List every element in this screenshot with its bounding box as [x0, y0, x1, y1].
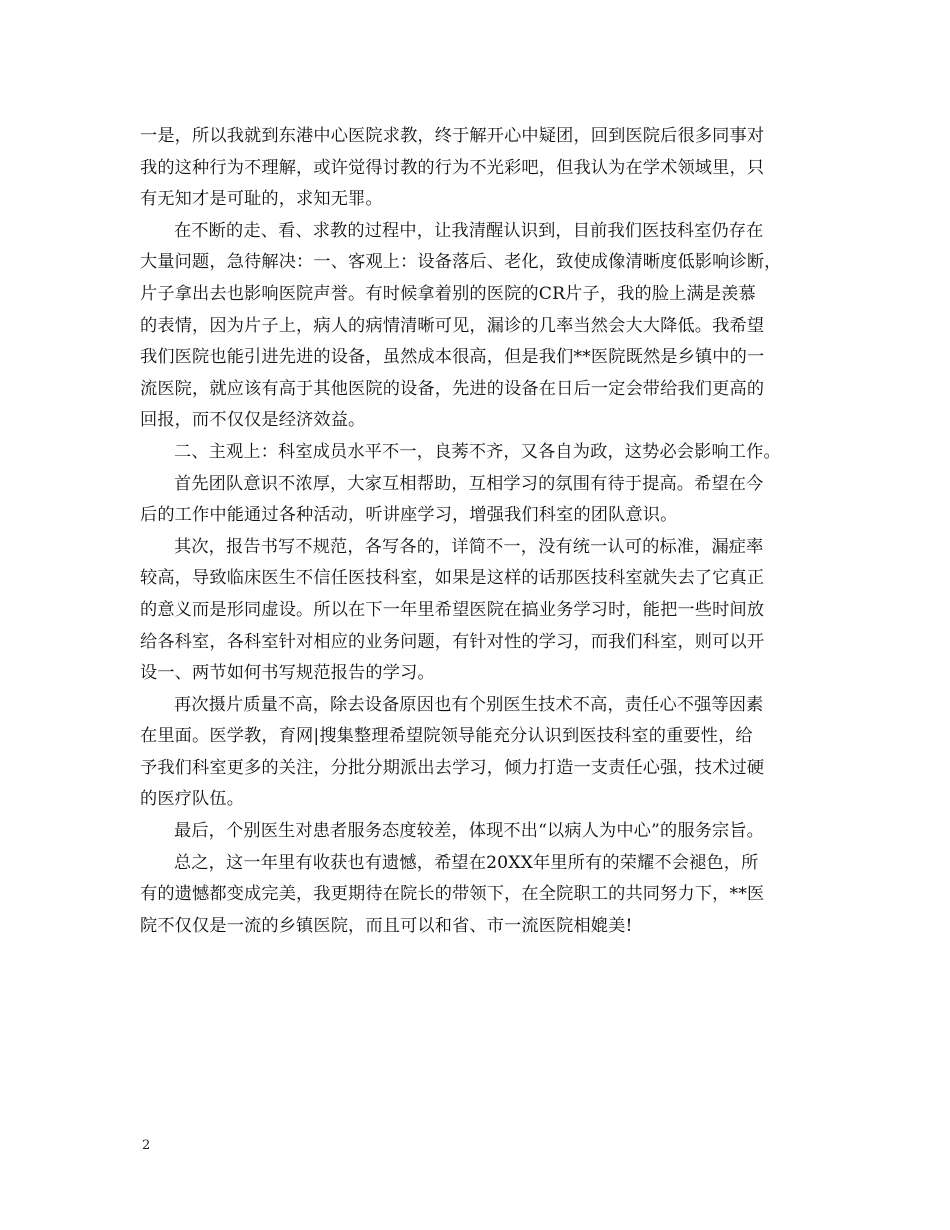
text-line: 予我们科室更多的关注，分批分期派出去学习，倾力打造一支责任心强，技术过硬	[140, 757, 765, 778]
document-body	[140, 121, 820, 942]
text-line: 给各科室，各科室针对相应的业务问题，有针对性的学习，而我们科室，则可以开	[140, 631, 765, 652]
paragraph	[140, 690, 820, 816]
text-line: 在里面。医学教，育网|搜集整理希望院领导能充分认识到医技科室的重要性，给	[140, 726, 753, 747]
text-line: 在不断的走、看、求教的过程中，让我清醒认识到，目前我们医技科室仍存在	[174, 220, 764, 241]
paragraph	[140, 121, 820, 216]
text-line: 有无知才是可耻的，求知无罪。	[140, 189, 383, 210]
text-line: 再次摄片质量不高，除去设备原因也有个别医生技术不高，责任心不强等因素	[174, 694, 764, 715]
text-line: 最后，个别医生对患者服务态度较差，体现不出“以病人为中心”的服务宗旨。	[174, 821, 765, 842]
paragraph	[140, 469, 820, 532]
text-line: 后的工作中能通过各种活动，听讲座学习，增强我们科室的团队意识。	[140, 505, 678, 526]
text-line: 较高，导致临床医生不信任医技科室，如果是这样的话那医技科室就失去了它真正	[140, 568, 765, 589]
text-line: 的意义而是形同虚设。所以在下一年里希望医院在搞业务学习时，能把一些时间放	[140, 599, 765, 620]
text-line: 流医院，就应该有高于其他医院的设备，先进的设备在日后一定会带给我们更高的	[140, 378, 765, 399]
text-line: 有的遗憾都变成完美，我更期待在院长的带领下，在全院职工的共同努力下，**医	[140, 884, 765, 905]
paragraph	[140, 816, 820, 848]
text-line: 其次，报告书写不规范，各写各的，详简不一，没有统一认可的标准，漏症率	[174, 536, 764, 557]
text-line: 总之，这一年里有收获也有遗憾，希望在20XX年里所有的荣耀不会褪色，所	[174, 852, 759, 873]
text-line: 二、主观上：科室成员水平不一，良莠不齐，又各自为政，这势必会影响工作。	[174, 441, 781, 462]
text-line: 片子拿出去也影响医院声誉。有时候拿着别的医院的CR片子，我的脸上满是羡慕	[140, 283, 756, 304]
text-line: 我们医院也能引进先进的设备，虽然成本很高，但是我们**医院既然是乡镇中的一	[140, 347, 765, 368]
text-line: 我的这种行为不理解，或许觉得讨教的行为不光彩吧，但我认为在学术领域里，只	[140, 157, 765, 178]
text-line: 院不仅仅是一流的乡镇医院，而且可以和省、市一流医院相媲美!	[140, 915, 633, 936]
text-line: 一是，所以我就到东港中心医院求教，终于解开心中疑团，回到医院后很多同事对	[140, 126, 765, 146]
text-line: 大量问题，急待解决：一、客观上：设备落后、老化，致使成像清晰度低影响诊断，	[140, 252, 782, 273]
paragraph	[140, 848, 820, 943]
text-line: 的医疗队伍。	[140, 789, 245, 810]
text-line: 设一、两节如何书写规范报告的学习。	[140, 663, 435, 684]
paragraph	[140, 532, 820, 690]
text-line: 的表情，因为片子上，病人的病情清晰可见，漏诊的几率当然会大大降低。我希望	[140, 315, 765, 336]
page-number: 2	[142, 1138, 151, 1153]
text-line: 回报，而不仅仅是经济效益。	[140, 410, 366, 431]
paragraph	[140, 437, 820, 469]
paragraph	[140, 216, 820, 437]
text-line: 首先团队意识不浓厚，大家互相帮助，互相学习的氛围有待于提高。希望在今	[174, 473, 764, 494]
